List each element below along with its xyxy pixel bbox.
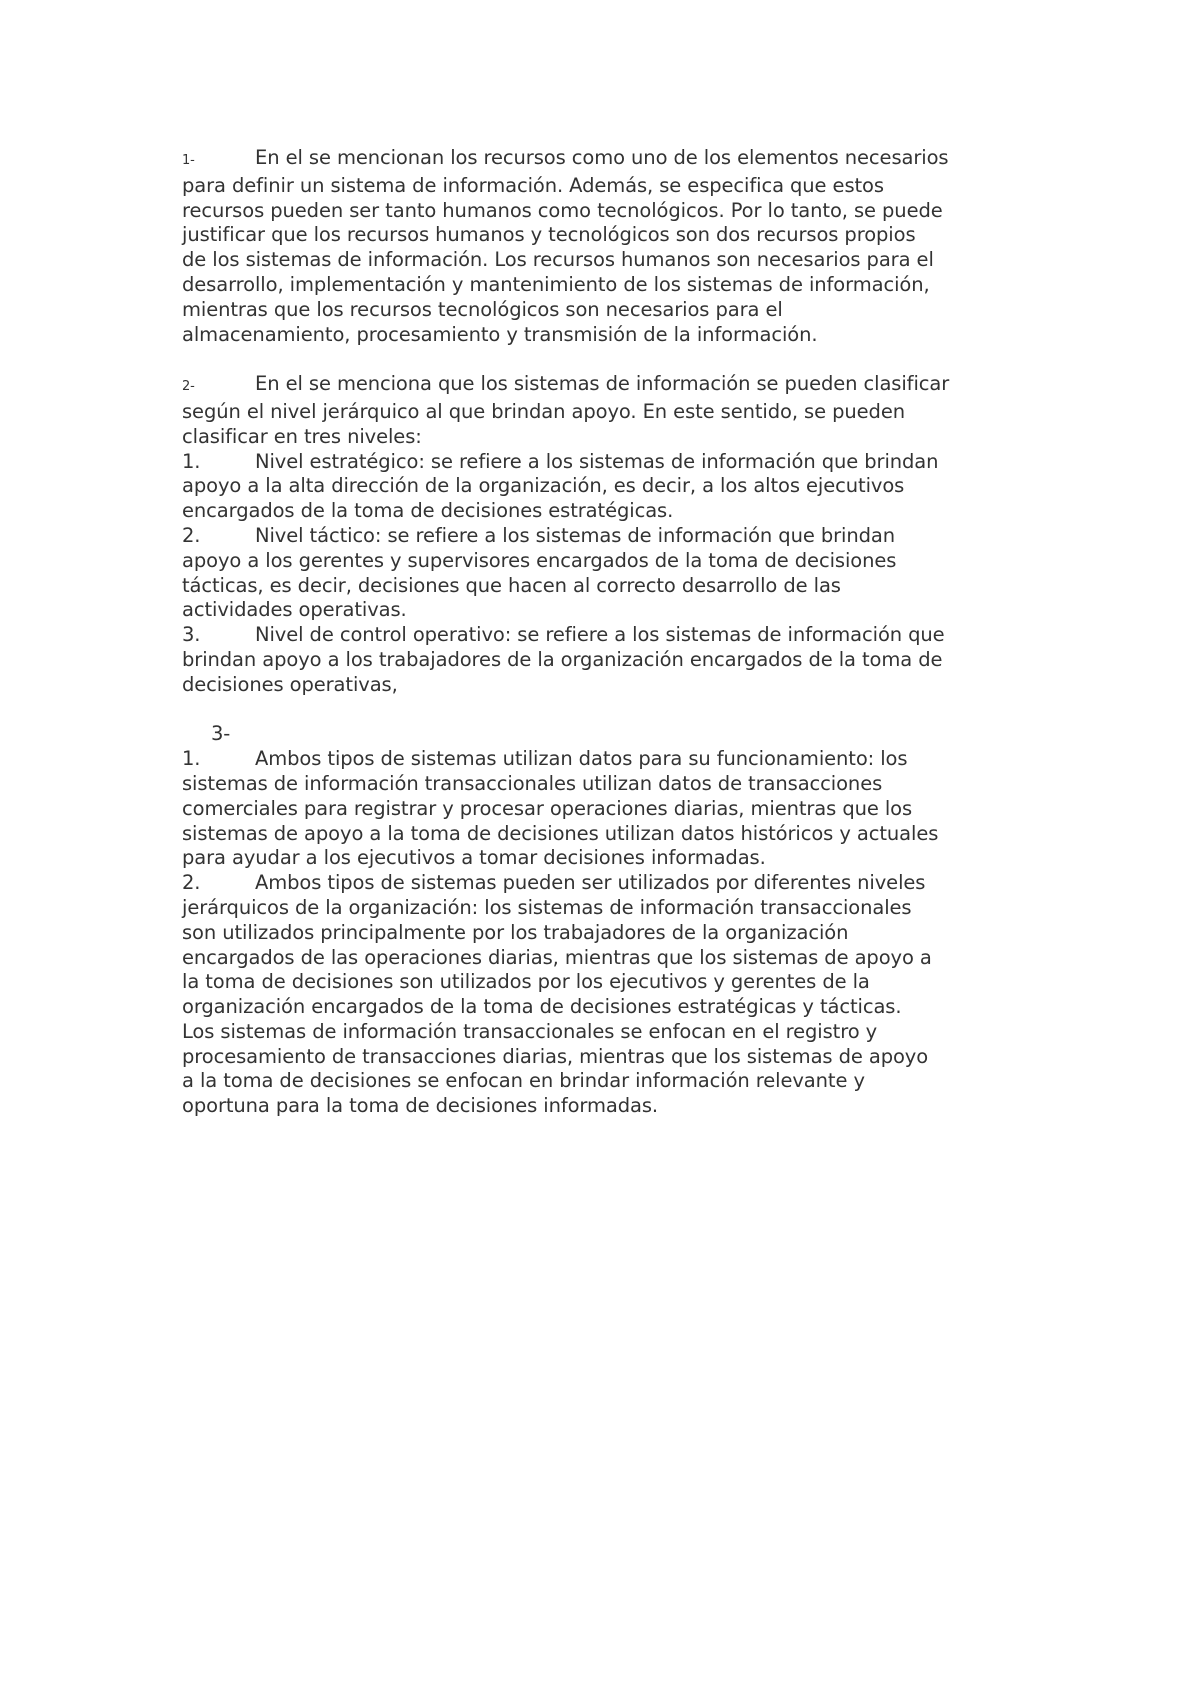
- list-item-line: 3. Nivel de control operativo: se refiere a los sistemas de información que: [182, 623, 945, 647]
- paragraph-line: según el nivel jerárquico al que brindan apoyo. En este sentido, se pueden: [182, 399, 905, 423]
- list-item-line: la toma de decisiones son utilizados por los ejecutivos y gerentes de la: [182, 970, 870, 994]
- list-item-line: actividades operativas.: [182, 598, 407, 622]
- paragraph-line: recursos pueden ser tanto humanos como tecnológicos. Por lo tanto, se puede: [182, 198, 943, 222]
- paragraph-line: oportuna para la toma de decisiones informadas.: [182, 1094, 659, 1118]
- paragraph-line: desarrollo, implementación y mantenimiento de los sistemas de información,: [182, 272, 930, 296]
- list-item-line: sistemas de apoyo a la toma de decisiones utilizan datos históricos y actuales: [182, 821, 939, 845]
- section-number: 1-: [182, 153, 195, 168]
- paragraph-line: mientras que los recursos tecnológicos son necesarios para el: [182, 297, 783, 321]
- list-item-line: son utilizados principalmente por los trabajadores de la organización: [182, 920, 849, 944]
- section-number: 3-: [211, 722, 231, 746]
- section-number: 2-: [182, 379, 195, 395]
- section-2: [182, 372, 1032, 697]
- paragraph-line: a la toma de decisiones se enfocan en brindar información relevante y: [182, 1069, 865, 1093]
- paragraph-line: Los sistemas de información transaccionales se enfocan en el registro y: [182, 1019, 878, 1043]
- list-item-line: apoyo a los gerentes y supervisores encargados de la toma de decisiones: [182, 548, 897, 572]
- list-item-line: sistemas de información transaccionales utilizan datos de transacciones: [182, 771, 883, 795]
- list-item-line: organización encargados de la toma de decisiones estratégicas y tácticas.: [182, 995, 902, 1019]
- paragraph-line: procesamiento de transacciones diarias, mientras que los sistemas de apoyo: [182, 1044, 929, 1068]
- list-number: 2.: [182, 523, 201, 547]
- paragraph-line: 2- En el se menciona que los sistemas de información se pueden clasificar: [182, 372, 1032, 400]
- paragraph-line: para definir un sistema de información. Además, se especifica que estos: [182, 173, 884, 197]
- list-item-line: para ayudar a los ejecutivos a tomar decisiones informadas.: [182, 846, 766, 870]
- list-item-line: 2. Ambos tipos de sistemas pueden ser utilizados por diferentes niveles: [182, 871, 926, 895]
- list-item-line: decisiones operativas,: [182, 672, 398, 696]
- section-1: [182, 146, 1032, 347]
- document-body: [182, 146, 1032, 1119]
- list-number: 3.: [182, 623, 201, 647]
- list-number: 1.: [182, 747, 201, 771]
- list-item-line: 1. Nivel estratégico: se refiere a los sistemas de información que brindan: [182, 449, 939, 473]
- list-item-line: tácticas, es decir, decisiones que hacen al correcto desarrollo de las: [182, 573, 841, 597]
- paragraph-line: 1- En el se mencionan los recursos como uno de los elementos necesarios: [182, 146, 1032, 174]
- list-item-line: comerciales para registrar y procesar operaciones diarias, mientras que los: [182, 796, 913, 820]
- list-item-line: jerárquicos de la organización: los sistemas de información transaccionales: [182, 895, 912, 919]
- list-item-line: encargados de las operaciones diarias, mientras que los sistemas de apoyo a: [182, 945, 932, 969]
- list-item-line: 2. Nivel táctico: se refiere a los sistemas de información que brindan: [182, 523, 895, 547]
- list-item-line: apoyo a la alta dirección de la organización, es decir, a los altos ejecutivos: [182, 474, 905, 498]
- list-number: 1.: [182, 449, 201, 473]
- paragraph-line: de los sistemas de información. Los recursos humanos son necesarios para el: [182, 248, 934, 272]
- paragraph-line: almacenamiento, procesamiento y transmisión de la información.: [182, 322, 818, 346]
- blank-line: [182, 698, 1032, 723]
- list-number: 2.: [182, 871, 201, 895]
- paragraph-line: justificar que los recursos humanos y tecnológicos son dos recursos propios: [182, 223, 916, 247]
- list-item-line: brindan apoyo a los trabajadores de la organización encargados de la toma de: [182, 647, 943, 671]
- section-3: [182, 722, 1032, 1119]
- list-item-line: encargados de la toma de decisiones estratégicas.: [182, 499, 674, 523]
- list-item-line: 1. Ambos tipos de sistemas utilizan datos para su funcionamiento: los: [182, 747, 908, 771]
- paragraph-line: clasificar en tres niveles:: [182, 424, 422, 448]
